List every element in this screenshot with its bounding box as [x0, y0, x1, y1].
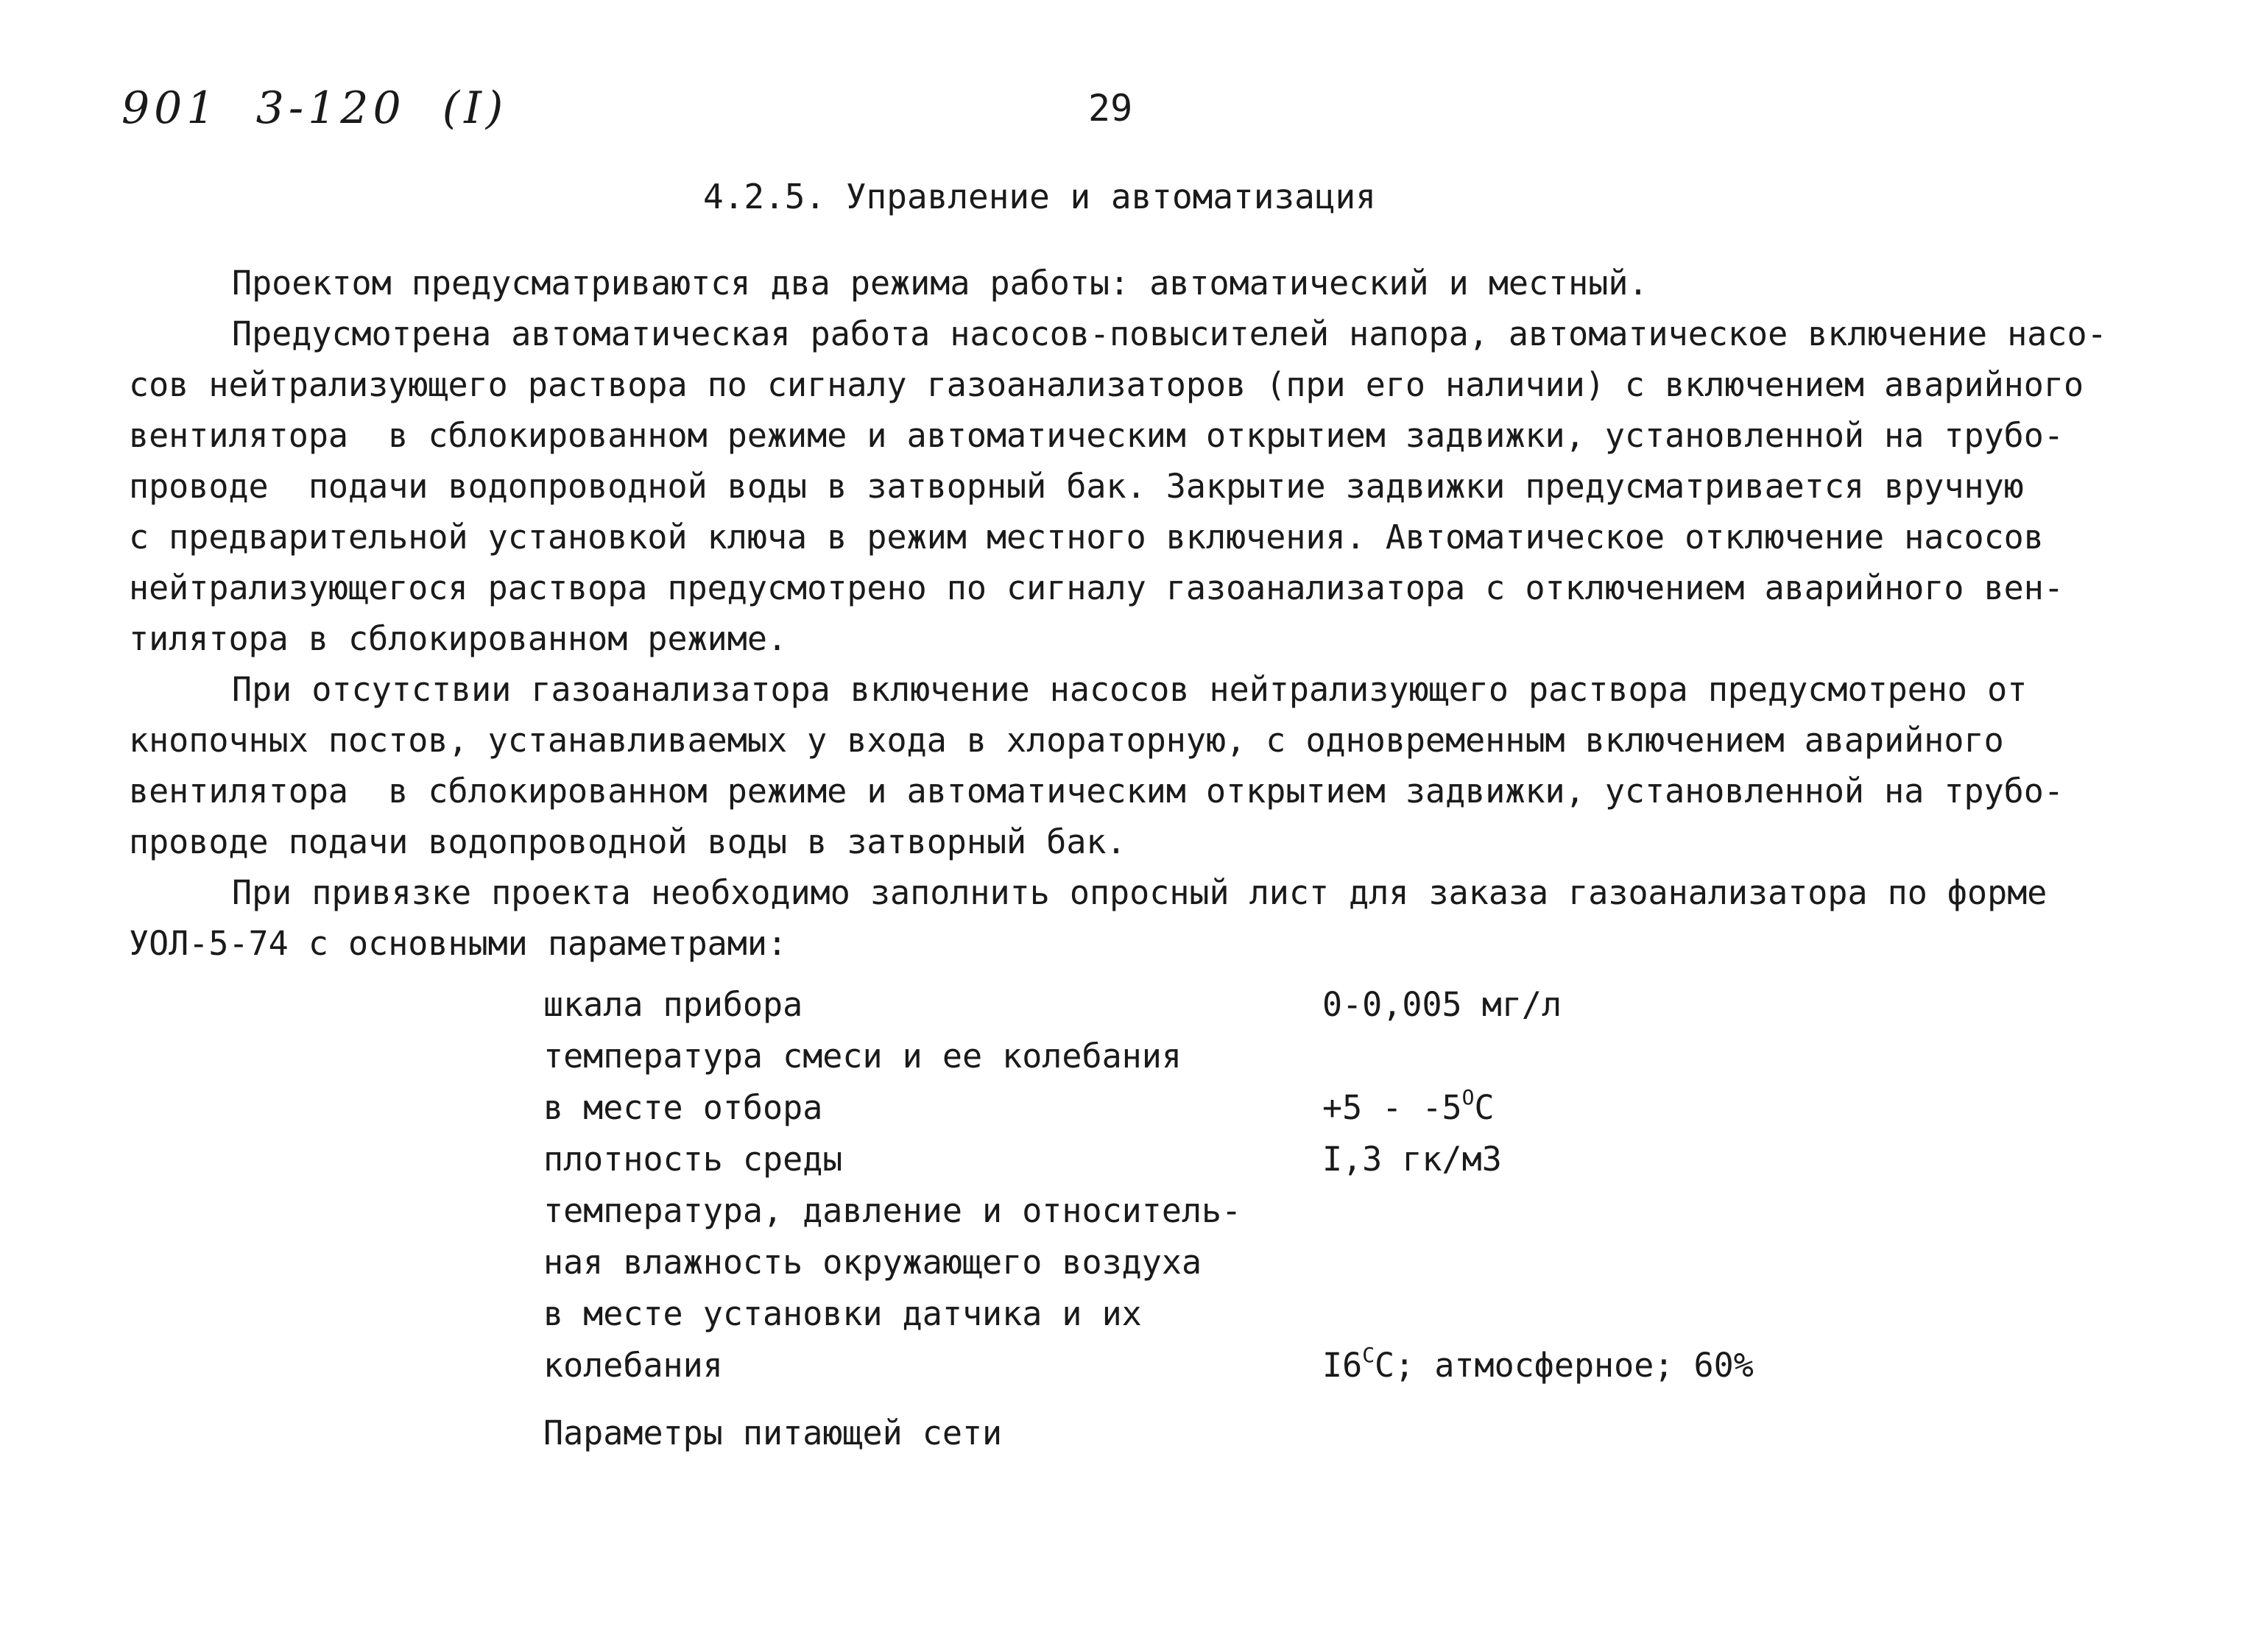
parameter-row [543, 1343, 1754, 1397]
parameter-value: 0-0,005 мг/л [1322, 985, 1562, 1024]
paragraph-line: УОЛ-5-74 с основными параметрами: [129, 924, 788, 963]
section-heading: 4.2.5. Управление и автоматизация [703, 177, 1376, 216]
paragraph-line: При отсутствии газоанализатора включение насосов нейтрализующего раствора предусмотрено от [232, 670, 2028, 709]
parameter-row [543, 1140, 1502, 1191]
paragraph-line: проводе подачи водопроводной воды в затворный бак. [129, 822, 1126, 861]
paragraph-line: вентилятора в сблокированном режиме и автоматическим открытием задвижки, установленной на трубо- [129, 416, 2064, 455]
parameter-value [1322, 1085, 1495, 1127]
parameter-value: I,3 гк/м3 [1322, 1140, 1502, 1179]
document-code: 901 3-120 (I) [121, 82, 508, 134]
parameter-row [543, 1243, 1202, 1294]
parameter-row [543, 1191, 1242, 1243]
parameter-value-main: I6 [1322, 1346, 1363, 1385]
parameter-row [543, 1294, 1142, 1346]
parameter-name: шкала прибора [543, 985, 803, 1024]
paragraph-line: Проектом предусматриваются два режима работы: автоматический и местный. [232, 264, 1648, 303]
paragraph-line: нейтрализующегося раствора предусмотрено по сигналу газоанализатора с отключением аварийного вен- [129, 568, 2064, 607]
parameter-name: температура смеси и ее колебания [543, 1037, 1182, 1076]
parameter-name: колебания [543, 1346, 723, 1385]
parameter-value-superscript: O [1461, 1085, 1475, 1109]
body-text [129, 258, 2168, 969]
parameter-row [543, 1085, 1495, 1140]
paragraph-line: При привязке проекта необходимо заполнить опросный лист для заказа газоанализатора по форме [232, 873, 2047, 912]
paragraph-line: тилятора в сблокированном режиме. [129, 619, 788, 658]
parameter-row [543, 1037, 1182, 1088]
parameter-value [1322, 1343, 1754, 1385]
parameter-row [543, 985, 1562, 1037]
parameter-value-tail: С [1474, 1088, 1495, 1127]
paragraph-line: кнопочных постов, устанавливаемых у входа в хлораторную, с одновременным включением аварийного [129, 721, 2004, 760]
paragraph-line: сов нейтрализующего раствора по сигналу газоанализаторов (при его наличии) с включением аварийного [129, 365, 2084, 404]
paragraph-no-gas-analyzer [129, 664, 2168, 867]
paragraph-line: с предварительной установкой ключа в режим местного включения. Автоматическое отключение насосов [129, 518, 2044, 557]
paragraph-modes [129, 258, 2168, 308]
paragraph-questionnaire [129, 867, 2168, 969]
mains-parameters-label: Параметры питающей сети [543, 1413, 1003, 1452]
parameter-name: в месте установки датчика и их [543, 1294, 1142, 1333]
parameters-list [543, 985, 1754, 1397]
paragraph-line: Предусмотрена автоматическая работа насосов-повысителей напора, автоматическое включение насо- [232, 314, 2107, 353]
parameter-value-superscript: С [1362, 1343, 1375, 1367]
paragraph-line: проводе подачи водопроводной воды в затворный бак. Закрытие задвижки предусматривается вручную [129, 467, 2024, 506]
parameter-value-main: +5 - -5 [1322, 1088, 1462, 1127]
parameter-value-tail: С; атмосферное; 60% [1375, 1346, 1754, 1385]
parameter-name: в месте отбора [543, 1088, 823, 1127]
parameter-name: ная влажность окружающего воздуха [543, 1243, 1202, 1282]
paragraph-line: вентилятора в сблокированном режиме и автоматическим открытием задвижки, установленной на трубо- [129, 772, 2064, 811]
page-number: 29 [1088, 87, 1133, 130]
parameter-name: температура, давление и относитель- [543, 1191, 1242, 1230]
paragraph-automation [129, 308, 2168, 664]
parameter-name: плотность среды [543, 1140, 843, 1179]
